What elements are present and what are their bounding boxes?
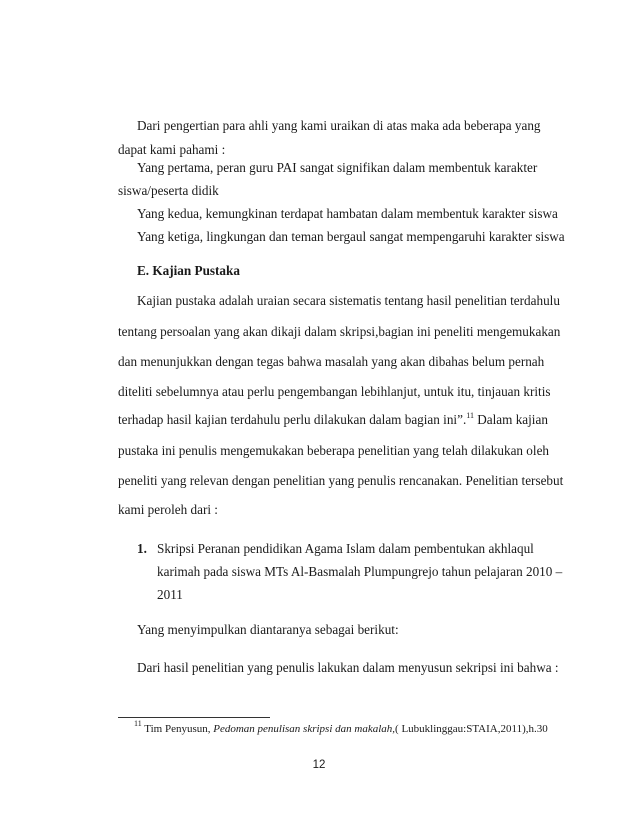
body-line: kami peroleh dari : (118, 502, 218, 517)
page-number: 12 (312, 759, 326, 771)
list-item-line: 2011 (157, 587, 183, 602)
body-line: tentang persoalan yang akan dikaji dalam skripsi,bagian ini peneliti mengemukakan (118, 324, 561, 339)
body-line: dan menunjukkan dengan tegas bahwa masalah yang akan dibahas belum pernah (118, 354, 545, 369)
paragraph-line: Dari pengertian para ahli yang kami uraikan di atas maka ada beberapa yang (137, 118, 541, 133)
body-text: terhadap hasil kajian terdahulu perlu dilakukan dalam bagian ini”. (118, 412, 467, 427)
footnote-separator (118, 717, 270, 718)
point-line: Yang pertama, peran guru PAI sangat signifikan dalam membentuk karakter (137, 160, 538, 175)
footnote-publication: ( Lubuklinggau:STAIA,2011),h.30 (395, 723, 548, 735)
footnote-author: Tim Penyusun, (141, 723, 214, 735)
conclusion-line: Yang menyimpulkan diantaranya sebagai berikut: (137, 622, 399, 637)
point-line: Yang ketiga, lingkungan dan teman bergaul sangat mempengaruhi karakter siswa (137, 229, 565, 244)
footnote-title: Pedoman penulisan skripsi dan makalah, (213, 723, 396, 735)
body-line: pustaka ini penulis mengemukakan beberapa penelitian yang telah dilakukan oleh (118, 443, 550, 458)
point-line: siswa/peserta didik (118, 183, 219, 198)
body-line: diteliti sebelumnya atau perlu pengembangan lebihlanjut, untuk itu, tinjauan kritis (118, 384, 551, 399)
conclusion-line: Dari hasil penelitian yang penulis lakukan dalam menyusun sekripsi ini bahwa : (137, 660, 559, 675)
footnote-number: 11 (134, 719, 142, 728)
list-item-line: Skripsi Peranan pendidikan Agama Islam dalam pembentukan akhlaqul (157, 541, 534, 556)
footnote (134, 719, 548, 736)
point-line: Yang kedua, kemungkinan terdapat hambatan dalam membentuk karakter siswa (137, 206, 558, 221)
body-line: peneliti yang relevan dengan penelitian yang penulis rencanakan. Penelitian tersebut (118, 473, 564, 488)
body-text: Dalam kajian (473, 412, 548, 427)
section-heading: E. Kajian Pustaka (137, 263, 240, 278)
footnote-ref[interactable]: 11 (466, 411, 474, 420)
list-item-line: karimah pada siswa MTs Al-Basmalah Plumpungrejo tahun pelajaran 2010 – (157, 564, 563, 579)
paragraph-line: dapat kami pahami : (118, 142, 226, 157)
list-number: 1. (137, 541, 147, 556)
body-line (118, 411, 548, 428)
body-line: Kajian pustaka adalah uraian secara sistematis tentang hasil penelitian terdahulu (137, 293, 560, 308)
